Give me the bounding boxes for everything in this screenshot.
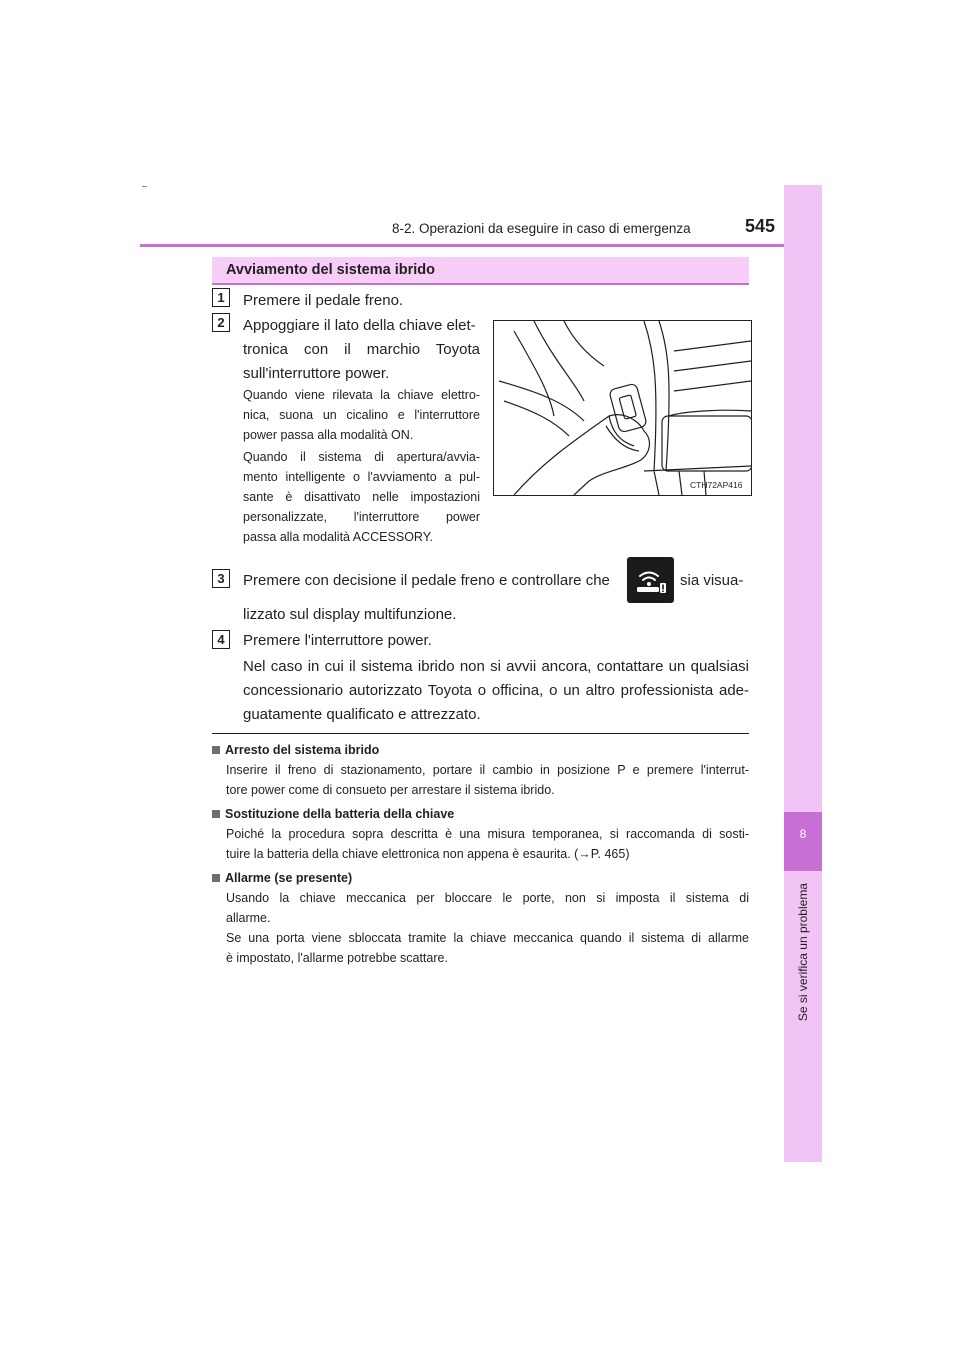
bullet-square-icon [212, 874, 220, 882]
notes [212, 740, 749, 968]
step-number-3: 3 [212, 569, 230, 588]
note-title: Arresto del sistema ibrido [225, 743, 380, 757]
hand-holding-key-illustration [493, 320, 752, 496]
step-3-text-after: sia visua- [680, 572, 744, 589]
top-mark [142, 186, 147, 187]
step-number-4: 4 [212, 630, 230, 649]
note-title: Allarme (se presente) [225, 871, 353, 885]
note-line: power passa alla modalità ON. [243, 428, 414, 442]
note-line: Quando viene rilevata la chiave elettro- [243, 388, 480, 402]
step-2-line: Appoggiare il lato della chiave elet- [243, 317, 476, 334]
note-body [212, 824, 749, 864]
illustration-svg [494, 321, 751, 495]
note-line: passa alla modalità ACCESSORY. [243, 530, 433, 544]
note-line: Inserire il freno di stazionamento, portare il cambio in posizione P e premere l'interrut- [226, 763, 749, 777]
bullet-square-icon [212, 746, 220, 754]
step-1-text: Premere il pedale freno. [243, 292, 404, 309]
note-line: tuire la batteria della chiave elettronica non appena è esaurita. (→P. 465) [226, 847, 630, 861]
header-section-title: 8-2. Operazioni da eseguire in caso di emergenza [392, 221, 691, 236]
note-heading [212, 740, 749, 760]
closing-line: Nel caso in cui il sistema ibrido non si avvii ancora, contattare un qualsiasi [243, 658, 749, 675]
note-line: è impostato, l'allarme potrebbe scattare. [226, 951, 448, 965]
closing-line: guatamente qualificato e attrezzato. [243, 706, 481, 723]
step-number-1: 1 [212, 288, 230, 307]
note-body [212, 888, 749, 968]
note-line: Usando la chiave meccanica per bloccare le porte, non si imposta il sistema di [226, 891, 749, 905]
note-line: nica, suona un cicalino e l'interruttore [243, 408, 480, 422]
step-3-text-line2: lizzato sul display multifunzione. [243, 606, 457, 623]
step-2-note-1 [243, 385, 480, 445]
note-line: personalizzate, l'interruttore power [243, 510, 480, 524]
indicator-svg [627, 557, 674, 603]
figure-code: CTH72AP416 [690, 480, 743, 490]
step-2-note-2 [243, 447, 480, 547]
step-number-2: 2 [212, 313, 230, 332]
step-4-text: Premere l'interruttore power. [243, 632, 432, 649]
note-line: Poiché la procedura sopra descritta è una misura temporanea, si raccomanda di sosti- [226, 827, 749, 841]
step-2-line: sull'interruttore power. [243, 365, 390, 382]
chapter-label-wrap [784, 883, 822, 1033]
page-number: 545 [745, 216, 776, 236]
chapter-tab[interactable] [784, 812, 822, 871]
note-line: mento intelligente o l'avviamento a pul- [243, 470, 480, 484]
note-line: tore power come di consueto per arrestare il sistema ibrido. [226, 783, 555, 797]
section-divider [212, 733, 749, 734]
note-line: Se una porta viene sbloccata tramite la chiave meccanica quando il sistema di allarme [226, 931, 749, 945]
note-line: allarme. [226, 911, 271, 925]
note-heading [212, 804, 749, 824]
closing-paragraph [243, 655, 749, 727]
chapter-label: Se si verifica un problema [796, 883, 810, 1022]
closing-line: concessionario autorizzato Toyota o officina, o un altro professionista ade- [243, 682, 749, 699]
note-heading [212, 868, 749, 888]
bullet-square-icon [212, 810, 220, 818]
step-3-text-before: Premere con decisione il pedale freno e controllare che [243, 572, 610, 589]
note-title: Sostituzione della batteria della chiave [225, 807, 455, 821]
note-line: sante è disattivato nelle impostazioni [243, 490, 480, 504]
header-rule [140, 244, 821, 247]
note-line: Quando il sistema di apertura/avvia- [243, 450, 480, 464]
step-2-line: tronica con il marchio Toyota [243, 341, 480, 358]
key-battery-low-indicator-icon [627, 557, 674, 603]
step-2-text [243, 314, 480, 386]
note-body [212, 760, 749, 800]
section-title: Avviamento del sistema ibrido [226, 262, 435, 278]
chapter-number: 8 [799, 827, 807, 841]
